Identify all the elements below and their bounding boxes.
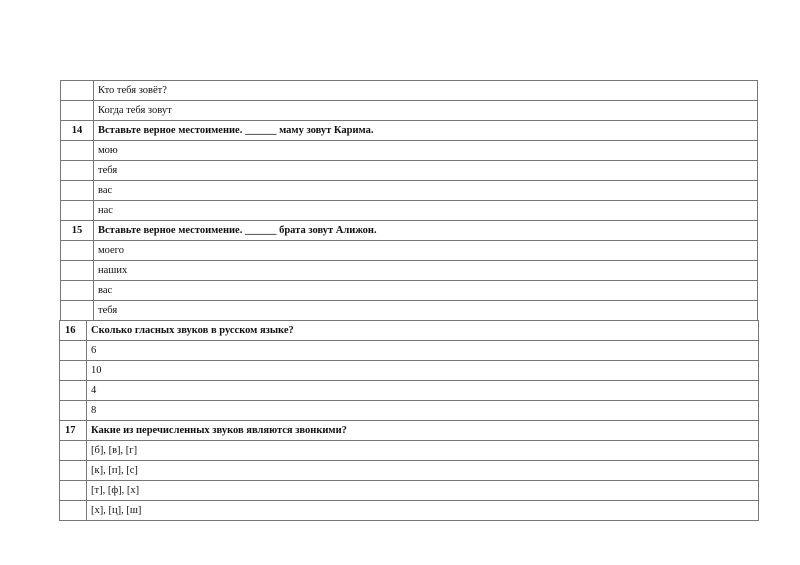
question-number	[61, 161, 94, 181]
question-number	[60, 381, 87, 401]
table-row	[60, 501, 759, 521]
answer-option: тебя	[94, 161, 758, 181]
question-number	[61, 81, 94, 101]
question-number	[60, 361, 87, 381]
table-row	[61, 101, 758, 121]
answer-option: нас	[94, 201, 758, 221]
answer-option: моего	[94, 241, 758, 261]
question-number	[61, 201, 94, 221]
question-number	[61, 101, 94, 121]
question-text: Вставьте верное местоимение. ______ маму зовут Карима.	[94, 121, 758, 141]
table-row	[61, 221, 758, 241]
answer-option: [к], [п], [с]	[87, 461, 759, 481]
table-row	[61, 241, 758, 261]
table-row	[61, 181, 758, 201]
table-row	[61, 201, 758, 221]
answer-option: 4	[87, 381, 759, 401]
table-row	[61, 261, 758, 281]
question-text: Какие из перечисленных звуков являются звонкими?	[87, 421, 759, 441]
question-number: 15	[61, 221, 94, 241]
answer-option: Кто тебя зовёт?	[94, 81, 758, 101]
question-number: 16	[60, 321, 87, 341]
table-row	[60, 341, 759, 361]
table-row	[61, 301, 758, 321]
question-number: 14	[61, 121, 94, 141]
question-text: Вставьте верное местоимение. ______ брата зовут Алижон.	[94, 221, 758, 241]
answer-option: 10	[87, 361, 759, 381]
question-number	[60, 401, 87, 421]
question-number	[61, 241, 94, 261]
table-row	[60, 441, 759, 461]
table-row	[60, 401, 759, 421]
quiz-table-top	[60, 80, 758, 321]
question-number	[61, 181, 94, 201]
table-row	[61, 161, 758, 181]
quiz-table-bottom	[59, 320, 759, 521]
answer-option: мою	[94, 141, 758, 161]
question-number	[60, 481, 87, 501]
answer-option: вас	[94, 281, 758, 301]
table-row	[61, 121, 758, 141]
answer-option: вас	[94, 181, 758, 201]
answer-option: [х], [ц], [ш]	[87, 501, 759, 521]
table-row	[61, 141, 758, 161]
table-row	[60, 481, 759, 501]
question-number	[61, 141, 94, 161]
table-row	[61, 81, 758, 101]
answer-option: наших	[94, 261, 758, 281]
answer-option: 8	[87, 401, 759, 421]
question-number: 17	[60, 421, 87, 441]
table-row	[61, 281, 758, 301]
answer-option: Когда тебя зовут	[94, 101, 758, 121]
answer-option: [б], [в], [г]	[87, 441, 759, 461]
table-row	[60, 381, 759, 401]
answer-option: тебя	[94, 301, 758, 321]
table-row	[60, 461, 759, 481]
question-text: Сколько гласных звуков в русском языке?	[87, 321, 759, 341]
table-row	[60, 361, 759, 381]
question-number	[60, 501, 87, 521]
question-number	[61, 301, 94, 321]
question-number	[60, 341, 87, 361]
question-number	[61, 261, 94, 281]
answer-option: [т], [ф], [х]	[87, 481, 759, 501]
table-row	[60, 421, 759, 441]
question-number	[60, 441, 87, 461]
table-row	[60, 321, 759, 341]
answer-option: 6	[87, 341, 759, 361]
question-number	[60, 461, 87, 481]
question-number	[61, 281, 94, 301]
